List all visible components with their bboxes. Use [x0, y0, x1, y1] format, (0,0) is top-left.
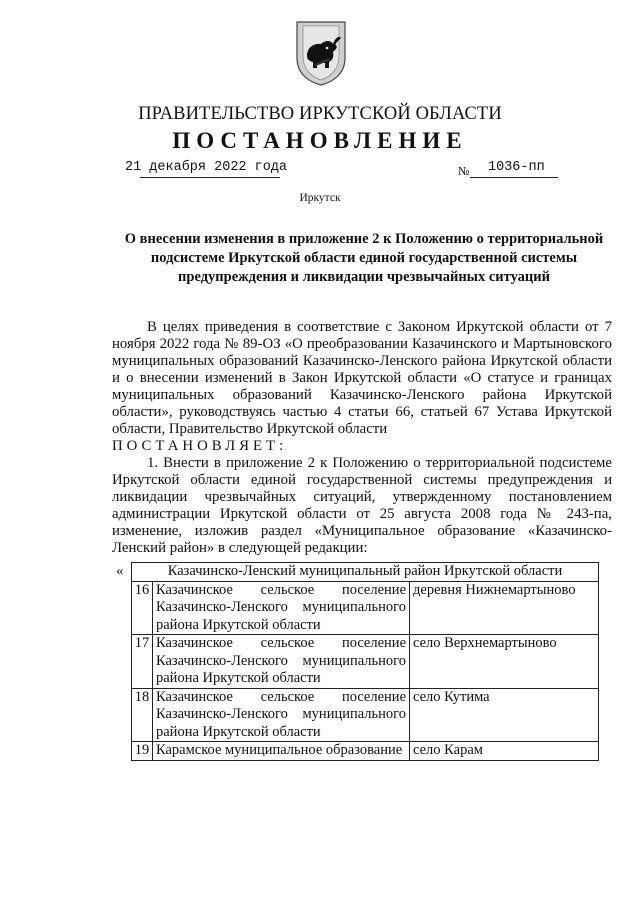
intro-paragraph: В целях приведения в соответствие с Законом Иркутской области от 7 ноября 2022 года № 89-ОЗ «О преобразовании Казачинского и Мартыновского муниципальных образований Казачинско-Ленского района Иркутской области и о внесении изменений в Закон Иркутской области «О статусе и границах муниципальных образований Казачинско-Ленского района Иркутской области», руководствуясь частью 4 статьи 66, статьей 67 Устава Иркутской области, Правительство Иркутской области — [112, 319, 612, 437]
table-row — [132, 581, 599, 635]
municipality-name: Карамское муниципальное образование — [153, 742, 410, 761]
table-header-row — [132, 563, 599, 582]
number-sign: № — [458, 164, 470, 178]
document-number: 1036-пп — [488, 160, 545, 175]
table-row — [132, 688, 599, 742]
row-number: 17 — [132, 635, 153, 689]
table-row — [132, 742, 599, 761]
table-row — [132, 635, 599, 689]
table-header: Казачинско-Ленский муниципальный район Иркутской области — [132, 563, 599, 582]
government-title: ПРАВИТЕЛЬСТВО ИРКУТСКОЙ ОБЛАСТИ — [138, 104, 502, 124]
row-number: 16 — [132, 581, 153, 635]
document-heading: О внесении изменения в приложение 2 к Положению о территориальной подсистеме Иркутской области единой государственной системы предупреждения и ликвидации чрезвычайных ситуаций — [124, 231, 604, 285]
row-number: 18 — [132, 688, 153, 742]
document-date: 21 декабря 2022 года — [125, 160, 288, 175]
number-underline — [470, 177, 558, 178]
document-type: ПОСТАНОВЛЕНИЕ — [172, 128, 468, 153]
date-underline — [140, 177, 280, 178]
document-body — [112, 319, 612, 557]
coat-of-arms-icon — [293, 18, 349, 86]
settlement-name: деревня Нижнемартыново — [410, 581, 599, 635]
document-city: Иркутск — [299, 192, 341, 204]
row-number: 19 — [132, 742, 153, 761]
settlement-name: село Карам — [410, 742, 599, 761]
opening-quote: « — [116, 563, 124, 579]
settlements-table — [131, 562, 599, 761]
municipality-name: Казачинское сельское поселение Казачинско-Ленского муниципального района Иркутской области — [153, 688, 410, 742]
settlement-name: село Верхнемартыново — [410, 635, 599, 689]
point-1-paragraph: 1. Внести в приложение 2 к Положению о территориальной подсистеме Иркутской области единой государственной системы предупреждения и ликвидации чрезвычайных ситуаций, утвержденному постановлением администрации Иркутской области от 25 августа 2008 года № 243-па, изменение, изложив раздел «Муниципальное образование «Казачинско-Ленский район» в следующей редакции: — [112, 455, 612, 556]
settlement-name: село Кутима — [410, 688, 599, 742]
municipality-name: Казачинское сельское поселение Казачинско-Ленского муниципального района Иркутской области — [153, 581, 410, 635]
resolves-word: ПОСТАНОВЛЯЕТ: — [112, 438, 288, 454]
municipality-name: Казачинское сельское поселение Казачинско-Ленского муниципального района Иркутской области — [153, 635, 410, 689]
